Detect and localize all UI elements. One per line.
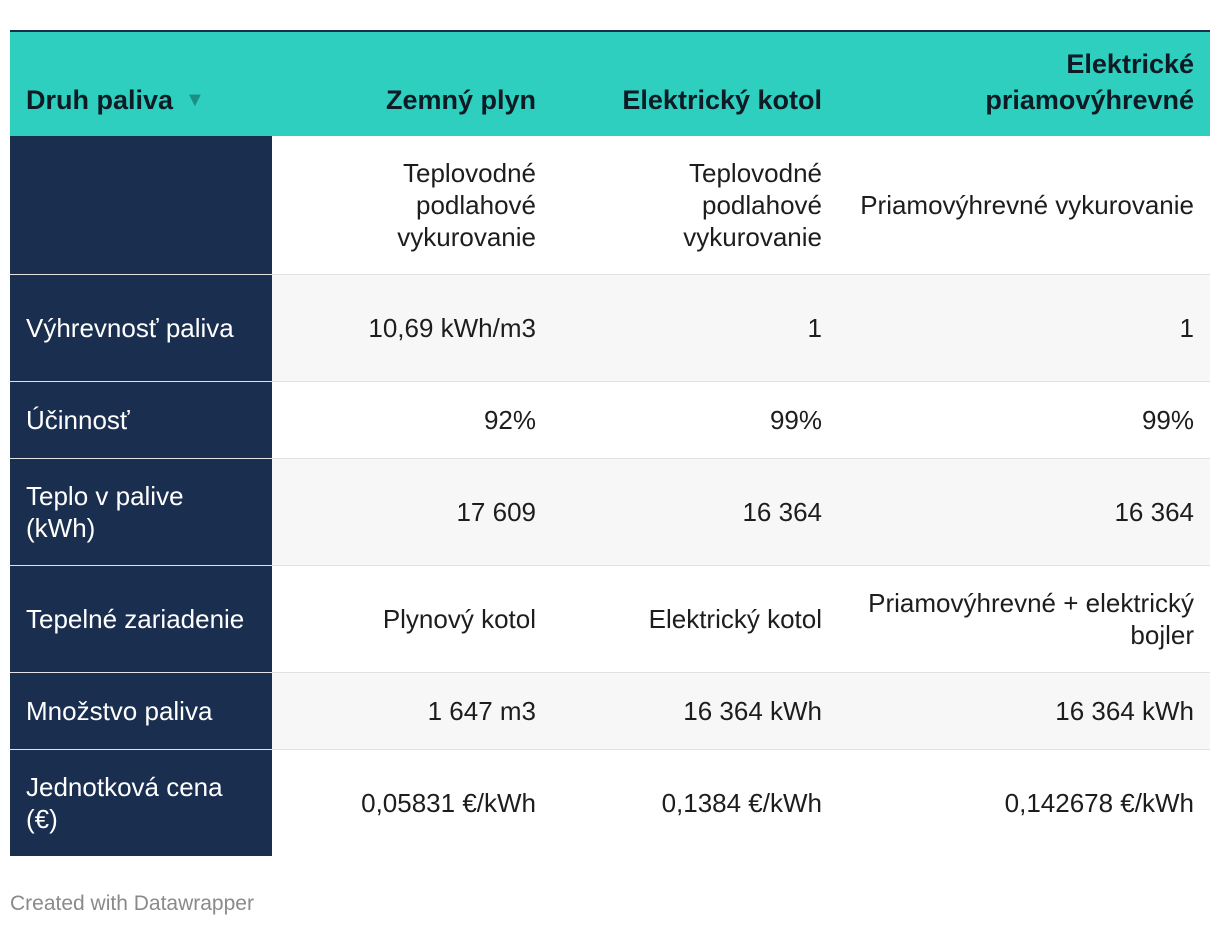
cell-elektricky-kotol: 16 364 (552, 459, 838, 565)
cell-elektricky-kotol: 99% (769, 405, 822, 435)
table-row (10, 459, 1210, 566)
cell-zemny-plyn: 10,69 kWh/m3 (272, 275, 552, 381)
cell-elektricky-kotol: 0,1384 €/kWh (661, 788, 822, 818)
row-label (10, 136, 272, 274)
cell-elektricky-kotol: 1 (552, 275, 838, 381)
header-col3-line1: Elektrické (1066, 49, 1194, 79)
table-body (10, 136, 1210, 856)
header-zemny-plyn-label: Zemný plyn (385, 85, 536, 115)
cell-zemny-plyn: Teplovodné podlahové vykurovanie (397, 158, 536, 252)
datawrapper-credit[interactable]: Created with Datawrapper (10, 892, 254, 915)
row-label: Tepelné zariadenie (10, 566, 272, 672)
cell-zemny-plyn: Plynový kotol (382, 604, 536, 634)
cell-elektricke-priamovyhrevne: 16 364 (838, 459, 1210, 565)
header-zemny-plyn[interactable] (272, 32, 552, 136)
row-label: Množstvo paliva (10, 673, 272, 749)
data-table (10, 30, 1210, 856)
table-row (10, 566, 1210, 673)
table-row (10, 136, 1210, 275)
cell-zemny-plyn: 1 647 m3 (272, 673, 552, 749)
row-label: Jednotková cena (€) (10, 750, 272, 856)
cell-elektricke-priamovyhrevne: Priamovýhrevné vykurovanie (860, 190, 1194, 220)
cell-elektricky-kotol: 16 364 kWh (552, 673, 838, 749)
row-label: Účinnosť (10, 382, 272, 458)
header-elektricky-kotol[interactable] (552, 32, 838, 136)
table-row (10, 275, 1210, 382)
cell-zemny-plyn: 0,05831 €/kWh (361, 788, 536, 818)
cell-elektricky-kotol: Teplovodné podlahové vykurovanie (683, 158, 822, 252)
header-druh-paliva-label: Druh paliva (26, 85, 174, 115)
cell-elektricky-kotol: Elektrický kotol (648, 604, 822, 634)
cell-zemny-plyn: 92% (483, 405, 536, 435)
header-col3-line2: priamovýhrevné (985, 85, 1194, 115)
cell-elektricke-priamovyhrevne: 16 364 kWh (838, 673, 1210, 749)
header-druh-paliva[interactable] (10, 32, 272, 136)
row-label: Výhrevnosť paliva (10, 275, 272, 381)
sort-down-icon[interactable]: ▼ (185, 89, 205, 111)
table-row (10, 382, 1210, 459)
header-elektricke-priamovyhrevne-label (985, 46, 1194, 118)
table-header (10, 32, 1210, 136)
header-elektricky-kotol-label: Elektrický kotol (622, 85, 822, 115)
cell-elektricke-priamovyhrevne: 0,142678 €/kWh (1004, 788, 1194, 818)
cell-elektricke-priamovyhrevne: 99% (1141, 405, 1194, 435)
header-elektricke-priamovyhrevne[interactable] (838, 32, 1210, 136)
table-row (10, 673, 1210, 750)
table-row (10, 750, 1210, 856)
cell-elektricke-priamovyhrevne: 1 (838, 275, 1210, 381)
cell-elektricke-priamovyhrevne: Priamovýhrevné + elektrický bojler (868, 588, 1194, 650)
cell-zemny-plyn: 17 609 (272, 459, 552, 565)
row-label: Teplo v palive (kWh) (10, 459, 272, 565)
